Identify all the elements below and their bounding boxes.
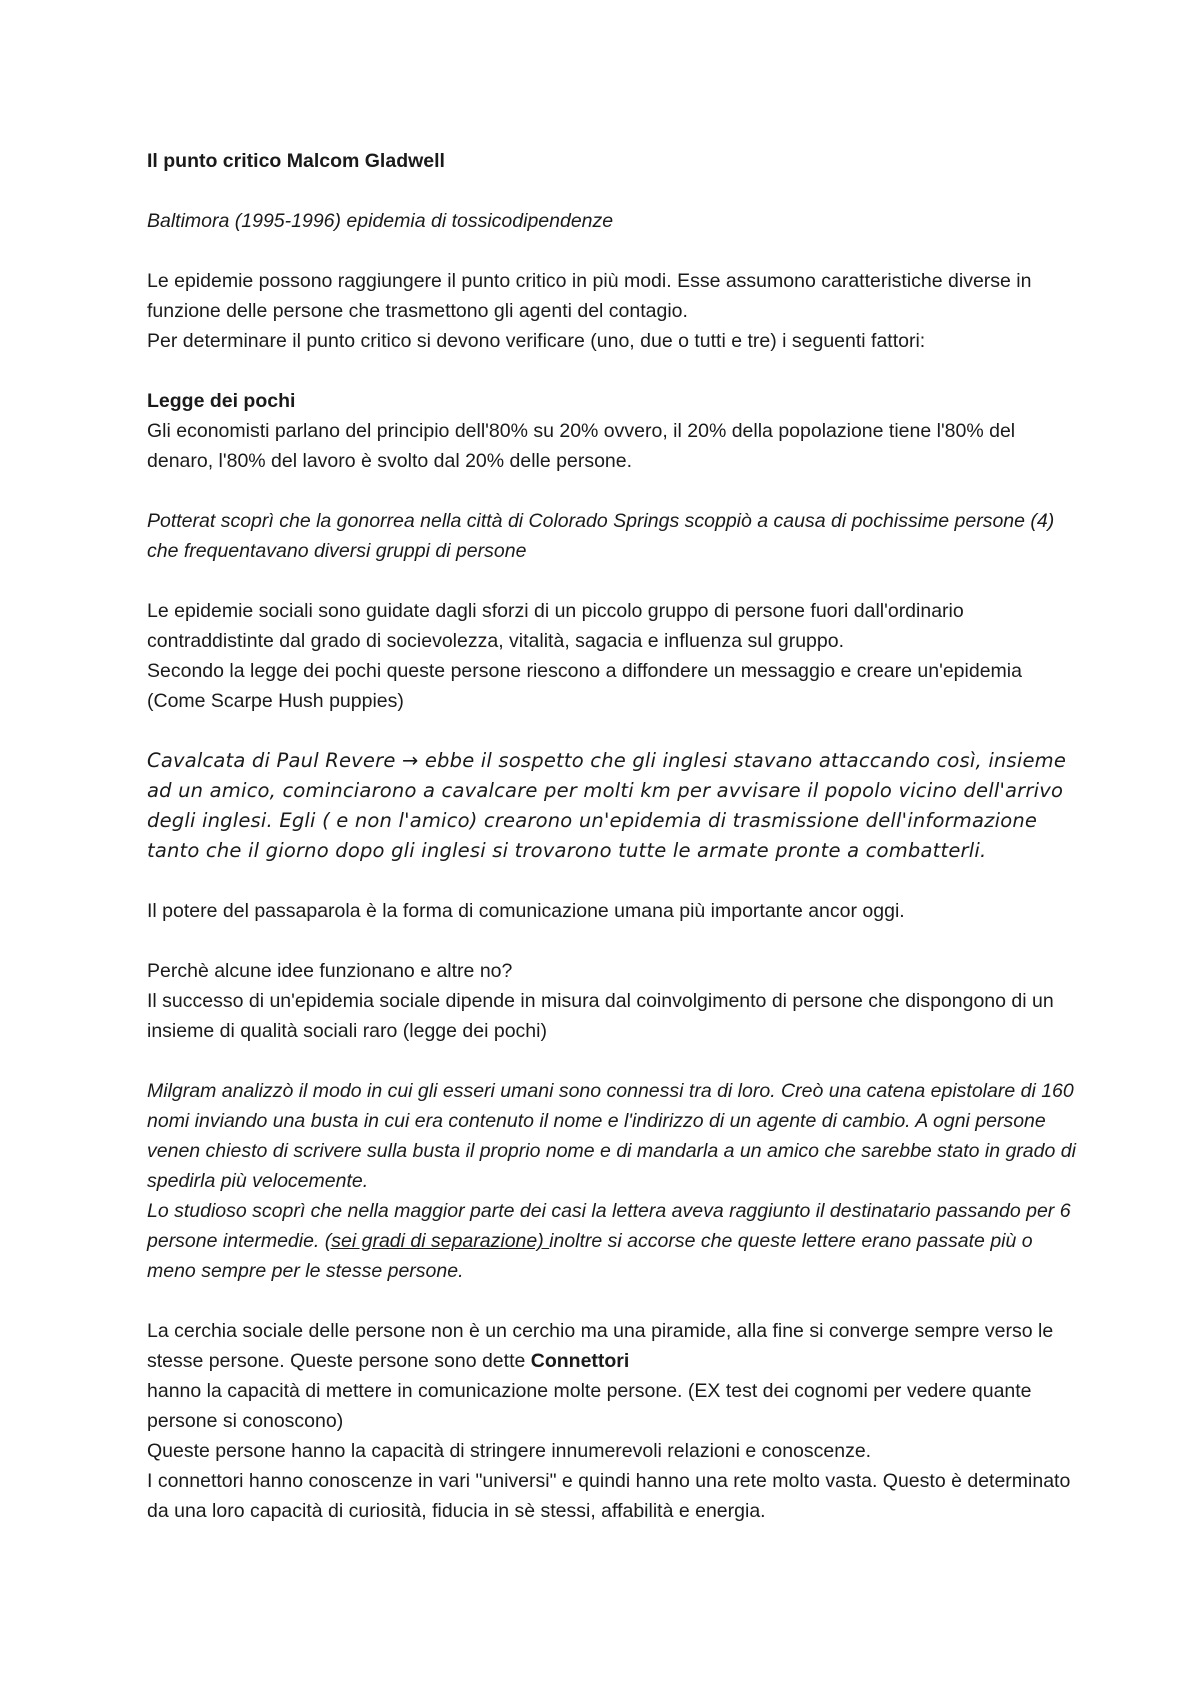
social-line-2: Secondo la legge dei pochi queste persone riescono a diffondere un messaggio e creare un'epidemia (Come Scarpe Hush puppies) [147,660,1022,712]
six-degrees-underlined: (sei gradi di separazione) [324,1230,550,1252]
social-line-1: Le epidemie sociali sono guidate dagli sforzi di un piccolo gruppo di persone fuori dall'ordinario contraddistinte dal grado di socievolezza, vitalità, sagacia e influenza sul gruppo. [147,600,964,652]
connectors-term: Connettori [530,1350,630,1372]
ideas-answer: Il successo di un'epidemia sociale dipende in misura dal coinvolgimento di persone che dispongono di un insieme di qualità sociali raro (legge dei pochi) [147,990,1054,1042]
connectors-line-4: I connettori hanno conoscenze in vari "universi" e quindi hanno una rete molto vasta. Questo è determinato da una loro capacità di curiosità, fiducia in sè stessi, affabilità e energia. [147,1470,1071,1522]
milgram-part-2-before: Lo studioso scoprì che nella maggior parte dei casi la lettera aveva raggiunto il destinatario passando per 6 persone intermedie. [147,1200,1071,1252]
milgram-part-2-after: inoltre si accorse che queste lettere erano passate più o meno sempre per le stesse persone. [147,1230,1033,1282]
social-epidemics-paragraph [147,596,1077,716]
intro-line-2: Per determinare il punto critico si devono verificare (uno, due o tutti e tre) i seguenti fattori: [147,330,926,352]
document-title: Il punto critico Malcom Gladwell [147,150,445,172]
document-page [147,146,1077,1556]
word-of-mouth-paragraph: Il potere del passaparola è la forma di comunicazione umana più importante ancor oggi. [147,900,905,922]
connectors-line-2: hanno la capacità di mettere in comunicazione molte persone. (EX test dei cognomi per vedere quante persone si conoscono) [147,1380,1032,1432]
connectors-lead: La cerchia sociale delle persone non è un cerchio ma una piramide, alla fine si converge sempre verso le stesse persone. Queste persone sono dette [147,1320,1054,1372]
legge-dei-pochi-paragraph [147,386,1077,476]
milgram-part-1: Milgram analizzò il modo in cui gli esseri umani sono connessi tra di loro. Creò una catena epistolare di 160 nomi inviando una busta in cui era contenuto il nome e l'indirizzo di un agente di cambio. A ogni persone venen chiesto di scrivere sulla busta il proprio nome e di mandarla a un amico che sarebbe stato in grado di spedirla più velocemente. [147,1080,1076,1192]
document-subtitle: Baltimora (1995-1996) epidemia di tossicodipendenze [147,210,614,232]
intro-paragraph [147,266,1077,356]
section-title: Legge dei pochi [147,390,296,412]
intro-line-1: Le epidemie possono raggiungere il punto critico in più modi. Esse assumono caratteristiche diverse in funzione delle persone che trasmettono gli agenti del contagio. [147,270,1032,322]
milgram-paragraph [147,1076,1077,1286]
economists-text: Gli economisti parlano del principio dell'80% su 20% ovvero, il 20% della popolazione tiene l'80% del denaro, l'80% del lavoro è svolto dal 20% delle persone. [147,420,1016,472]
ideas-paragraph [147,956,1077,1046]
paul-revere-paragraph: Cavalcata di Paul Revere → ebbe il sospetto che gli inglesi stavano attaccando così, insieme ad un amico, cominciarono a cavalcare per molti km per avvisare il popolo vicino dell'arrivo degli inglesi. Egli ( e non l'amico) crearono un'epidemia di trasmissione dell'informazione tanto che il giorno dopo gli inglesi si trovarono tutte le armate pronte a combatterli. [147,749,1067,862]
connectors-paragraph [147,1316,1077,1526]
ideas-question: Perchè alcune idee funzionano e altre no? [147,960,513,982]
connectors-line-3: Queste persone hanno la capacità di stringere innumerevoli relazioni e conoscenze. [147,1440,872,1462]
connectors-line-1 [147,1316,1077,1376]
milgram-part-2 [147,1196,1077,1286]
potterat-paragraph: Potterat scoprì che la gonorrea nella città di Colorado Springs scoppiò a causa di pochissime persone (4) che frequentavano diversi gruppi di persone [147,510,1055,562]
